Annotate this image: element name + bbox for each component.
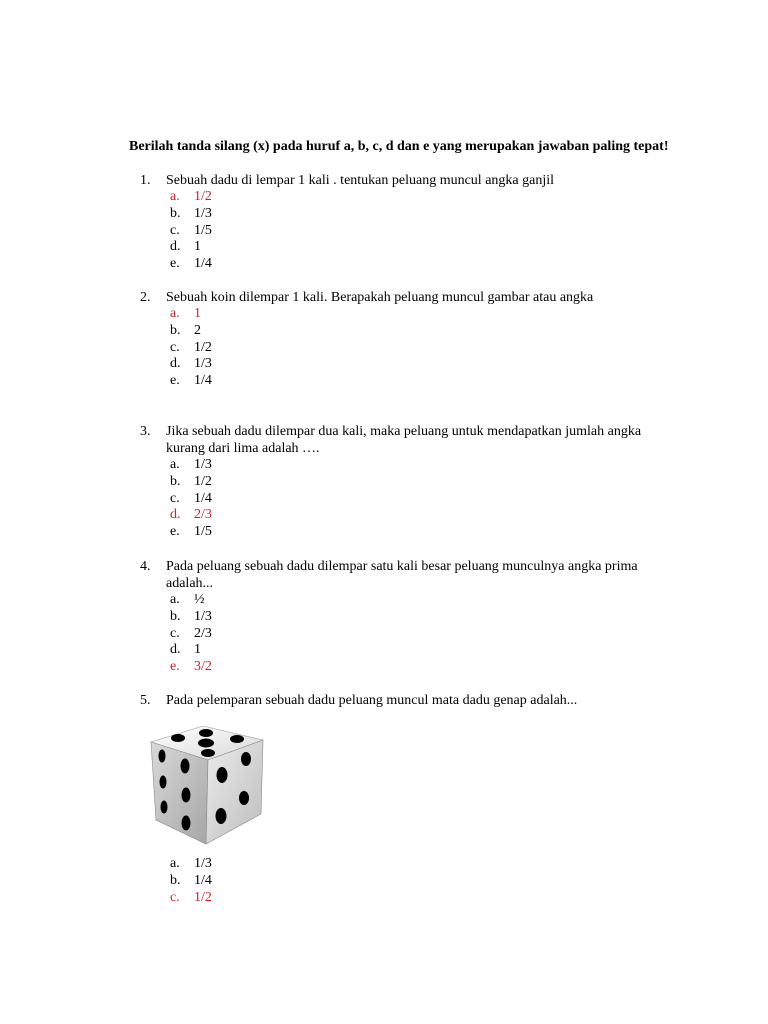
- question-body: Sebuah koin dilempar 1 kali. Berapakah peluang muncul gambar atau angka: [166, 290, 594, 305]
- question-number: 4.: [140, 559, 151, 574]
- dice-pip: [201, 749, 215, 757]
- option-value: 1: [194, 642, 201, 658]
- option-letter: b.: [170, 322, 181, 338]
- dice-pip: [160, 776, 167, 789]
- question-body: Pada pelemparan sebuah dadu peluang muncul mata dadu genap adalah...: [166, 693, 578, 708]
- question-number: 3.: [140, 424, 151, 439]
- option-value: 1/3: [194, 356, 212, 372]
- option-value: 2/3: [194, 625, 212, 641]
- dice-pip: [241, 752, 251, 766]
- option-a: [140, 306, 680, 323]
- option-b: [140, 474, 680, 491]
- question-body: Sebuah dadu di lempar 1 kali . tentukan peluang muncul angka ganjil: [166, 173, 555, 188]
- option-list: [140, 592, 680, 676]
- question-number: 5.: [140, 693, 151, 708]
- option-e: [140, 256, 680, 273]
- option-c: [140, 890, 680, 907]
- option-a: [140, 856, 680, 873]
- option-value: 1/3: [194, 205, 212, 221]
- option-letter: d.: [170, 356, 181, 372]
- option-list: [140, 189, 680, 273]
- question-3: [140, 423, 680, 541]
- option-letter: c.: [170, 339, 180, 355]
- option-letter: a.: [170, 856, 180, 871]
- dice-pip: [182, 816, 191, 831]
- option-value: 2: [194, 322, 201, 338]
- question-5: [140, 692, 680, 709]
- question-text: [140, 172, 680, 189]
- question-text: [140, 289, 680, 306]
- option-e: [140, 373, 680, 390]
- option-value: 1/3: [194, 457, 212, 472]
- option-d: [140, 239, 680, 256]
- option-value: 1/4: [194, 872, 212, 888]
- option-letter: a.: [170, 189, 180, 204]
- option-c: [140, 626, 680, 643]
- option-b: [140, 873, 680, 890]
- question-text: [140, 423, 680, 457]
- dice-pip: [161, 801, 168, 814]
- dice-pip: [217, 767, 228, 783]
- question-body: Jika sebuah dadu dilempar dua kali, maka peluang untuk mendapatkan jumlah angka kurang dari lima adalah ….: [166, 424, 642, 456]
- option-value: 1/3: [194, 608, 212, 624]
- option-letter: c.: [170, 889, 180, 905]
- option-letter: d.: [170, 642, 181, 658]
- option-value: 1/5: [194, 222, 212, 238]
- option-a: [140, 457, 680, 474]
- dice-pip: [239, 791, 249, 805]
- dice-pip: [230, 735, 244, 743]
- option-letter: c.: [170, 222, 180, 238]
- instruction-text: Berilah tanda silang (x) pada huruf a, b, c, d dan e yang merupakan jawaban paling tepat!: [129, 139, 669, 154]
- option-letter: e.: [170, 256, 180, 271]
- option-letter: a.: [170, 306, 180, 321]
- question-2: [140, 289, 680, 390]
- option-list: [140, 856, 680, 906]
- option-d: [140, 507, 680, 524]
- question-5-options: [140, 856, 680, 906]
- option-value: 1/5: [194, 524, 212, 539]
- question-text: [140, 692, 680, 709]
- question-number: 2.: [140, 290, 151, 305]
- question-1: [140, 172, 680, 273]
- option-value: 1/4: [194, 256, 212, 271]
- option-a: [140, 189, 680, 206]
- option-c: [140, 223, 680, 240]
- option-letter: b.: [170, 205, 181, 221]
- option-letter: d.: [170, 239, 181, 255]
- option-value: 2/3: [194, 507, 212, 523]
- option-b: [140, 609, 680, 626]
- option-a: [140, 592, 680, 609]
- dice-pip: [171, 734, 185, 742]
- option-letter: b.: [170, 608, 181, 624]
- dice-pip: [216, 808, 227, 824]
- dice-pip: [199, 729, 213, 737]
- dice-pip: [181, 759, 190, 774]
- option-letter: d.: [170, 507, 181, 523]
- question-number: 1.: [140, 173, 151, 188]
- option-value: 1/4: [194, 490, 212, 506]
- option-value: 1/4: [194, 373, 212, 388]
- option-b: [140, 323, 680, 340]
- option-b: [140, 206, 680, 223]
- question-4: [140, 558, 680, 676]
- option-value: 1/2: [194, 339, 212, 355]
- question-body: Pada peluang sebuah dadu dilempar satu kali besar peluang munculnya angka prima adalah...: [166, 559, 638, 591]
- question-text: [140, 558, 680, 592]
- option-letter: e.: [170, 659, 180, 674]
- dice-pip: [198, 739, 214, 748]
- option-letter: e.: [170, 373, 180, 388]
- option-c: [140, 491, 680, 508]
- option-value: 1/2: [194, 189, 212, 204]
- option-letter: a.: [170, 457, 180, 472]
- option-list: [140, 457, 680, 541]
- option-d: [140, 642, 680, 659]
- option-value: 1: [194, 239, 201, 255]
- option-letter: e.: [170, 524, 180, 539]
- dice-illustration: [148, 722, 266, 846]
- option-value: ½: [194, 592, 205, 607]
- option-value: 3/2: [194, 659, 212, 674]
- option-letter: c.: [170, 625, 180, 641]
- option-list: [140, 306, 680, 390]
- option-letter: c.: [170, 490, 180, 506]
- dice-pip: [182, 788, 191, 803]
- option-e: [140, 524, 680, 541]
- option-value: 1/2: [194, 889, 212, 905]
- option-value: 1: [194, 306, 201, 321]
- option-letter: b.: [170, 473, 181, 489]
- dice-pip: [159, 750, 166, 763]
- option-e: [140, 659, 680, 676]
- option-c: [140, 340, 680, 357]
- option-letter: a.: [170, 592, 180, 607]
- option-d: [140, 356, 680, 373]
- option-value: 1/2: [194, 473, 212, 489]
- option-value: 1/3: [194, 856, 212, 871]
- option-letter: b.: [170, 872, 181, 888]
